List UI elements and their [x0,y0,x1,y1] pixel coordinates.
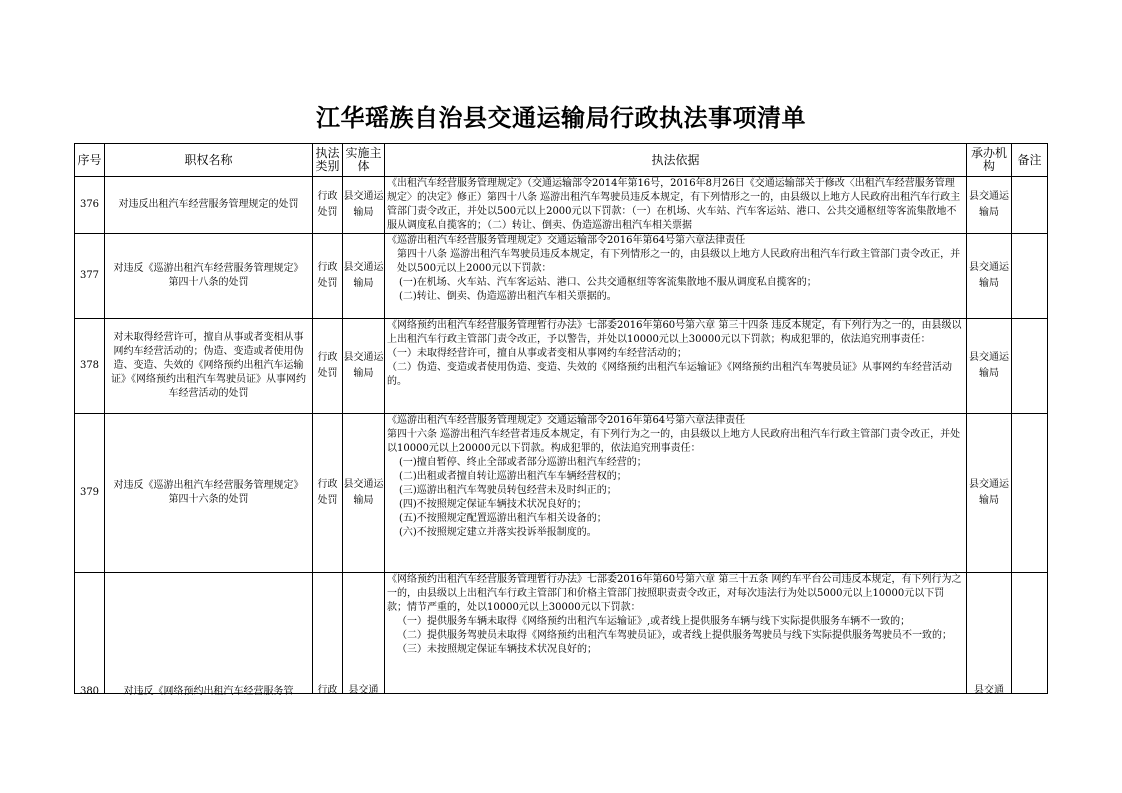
row-subject: 县交通 [343,573,385,694]
row-subject: 县交通运输局 [343,319,385,414]
row-name: 对违反《巡游出租汽车经营服务管理规定》第四十八条的处罚 [105,234,313,319]
row-type: 行政处罚 [313,177,343,234]
table-row [75,234,1048,319]
basis-line: (二)出租或者擅自转让巡游出租汽车车辆经营权的； [399,471,627,482]
basis-line: (三)巡游出租汽车驾驶员转包经营未及时纠正的； [399,485,617,496]
table-row [75,319,1048,414]
row-subject: 县交通运输局 [343,414,385,573]
row-subject: 县交通运输局 [343,234,385,319]
table-header-row [75,144,1048,177]
row-org: 县交通运输局 [967,319,1012,414]
row-org: 县交通运输局 [967,414,1012,573]
row-basis [385,414,967,573]
basis-line: 《出租汽车经营服务管理规定》（交通运输部令2014年第16号，2016年8月26日《交通运输部关于修改〈出租汽车经营服务管理规定〉的决定》修正）第四十八条 巡游出租汽车驾驶员违反本规定，有下列情形之一的，由县级以上地方人民政府出租汽车行政主管部门责令改正，并处以500元以上2000元以下罚款：（一）在机场、火车站、汽车客运站、港口、公共交通枢纽等客流集散地不服从调度私自揽客的；（二）转让、倒卖、伪造巡游出租汽车相关票据 [387,178,961,231]
enforcement-table-wrapper [74,143,1047,697]
row-name: 对违反《网络预约出租汽车经营服务管 [105,573,313,694]
row-org: 县交通运输局 [967,234,1012,319]
header-name: 职权名称 [105,144,313,177]
basis-line: (四)不按照规定保证车辆技术状况良好的； [399,499,587,510]
basis-line: (一)擅自暂停、终止全部或者部分巡游出租汽车经营的； [399,457,647,468]
header-type: 执法类别 [313,144,343,177]
basis-line: 第四十六条 巡游出租汽车经营者违反本规定，有下列行为之一的，由县级以上地方人民政府出租汽车行政主管部门责令改正，并处以10000元以上20000元以下罚款。构成犯罪的，依法追究刑事责任： [387,429,961,454]
row-note [1012,319,1048,414]
header-note: 备注 [1012,144,1048,177]
row-basis [385,234,967,319]
row-type: 行政处罚 [313,414,343,573]
basis-line: 《网络预约出租汽车经营服务管理暂行办法》七部委2016年第60号第六章 第三十五条 网约车平台公司违反本规定，有下列行为之一的，由县级以上出租汽车行政主管部门和价格主管部门按照职责责令改正，对每次违法行为处以5000元以上10000元以下罚款；情节严重的，处以10000元以上30000元以下罚款： [387,574,962,613]
basis-line: （二）提供服务驾驶员未取得《网络预约出租汽车驾驶员证》，或者线上提供服务驾驶员与线下实际提供服务驾驶员不一致的； [397,630,952,641]
basis-line: (五)不按照规定配置巡游出租汽车相关设备的； [399,513,607,524]
table-row [75,573,1048,694]
row-num: 377 [75,234,105,319]
row-num: 376 [75,177,105,234]
header-num: 序号 [75,144,105,177]
row-subject: 县交通运输局 [343,177,385,234]
basis-line: (一)在机场、火车站、汽车客运站、港口、公共交通枢纽等客流集散地不服从调度私自揽客的； [399,277,817,288]
row-type: 行政 [313,573,343,694]
row-note [1012,177,1048,234]
row-note [1012,234,1048,319]
row-org: 县交通运输局 [967,177,1012,234]
basis-line: （二）伪造、变造或者使用伪造、变造、失效的《网络预约出租汽车运输证》《网络预约出租汽车驾驶员证》从事网约车经营活动的。 [387,362,952,387]
table-row [75,414,1048,573]
row-note [1012,573,1048,694]
basis-line: （一）未取得经营许可，擅自从事或者变相从事网约车经营活动的； [387,348,687,359]
row-name: 对违反《巡游出租汽车经营服务管理规定》第四十六条的处罚 [105,414,313,573]
header-org: 承办机构 [967,144,1012,177]
basis-line: 《网络预约出租汽车经营服务管理暂行办法》七部委2016年第60号第六章 第三十四条 违反本规定，有下列行为之一的，由县级以上出租汽车行政主管部门责令改正，予以警告，并处以10000元以上30000元以下罚款；构成犯罪的，依法追究刑事责任： [387,320,962,345]
row-type: 行政处罚 [313,234,343,319]
basis-line: (六)不按照规定建立并落实投诉举报制度的。 [399,527,597,538]
row-note [1012,414,1048,573]
page-title: 江华瑶族自治县交通运输局行政执法事项清单 [316,103,806,132]
basis-line: （三）未按照规定保证车辆技术状况良好的； [397,644,597,655]
row-num: 379 [75,414,105,573]
basis-line: 《巡游出租汽车经营服务管理规定》交通运输部令2016年第64号第六章法律责任 [387,415,746,426]
header-basis: 执法依据 [385,144,967,177]
basis-line: 第四十八条 巡游出租汽车驾驶员违反本规定，有下列情形之一的，由县级以上地方人民政府出租汽车行政主管部门责令改正，并处以500元以上2000元以下罚款： [397,249,961,274]
basis-line: （一）提供服务车辆未取得《网络预约出租汽车运输证》,或者线上提供服务车辆与线下实际提供服务车辆不一致的； [397,616,911,627]
enforcement-table [74,143,1048,697]
table-row [75,177,1048,234]
row-type: 行政处罚 [313,319,343,414]
header-subject: 实施主体 [343,144,385,177]
row-name: 对未取得经营许可，擅自从事或者变相从事网约车经营活动的；伪造、变造或者使用伪造、变造、失效的《网络预约出租汽车运输证》《网络预约出租汽车驾驶员证》从事网约车经营活动的处罚 [105,319,313,414]
row-basis [385,319,967,414]
row-org: 县交通 [967,573,1012,694]
row-num: 380 [75,573,105,694]
row-basis [385,573,967,694]
row-name: 对违反出租汽车经营服务管理规定的处罚 [105,177,313,234]
row-num: 378 [75,319,105,414]
basis-line: 《巡游出租汽车经营服务管理规定》交通运输部令2016年第64号第六章法律责任 [387,235,746,246]
basis-line: (二)转让、倒卖、伪造巡游出租汽车相关票据的。 [399,291,617,302]
row-basis [385,177,967,234]
